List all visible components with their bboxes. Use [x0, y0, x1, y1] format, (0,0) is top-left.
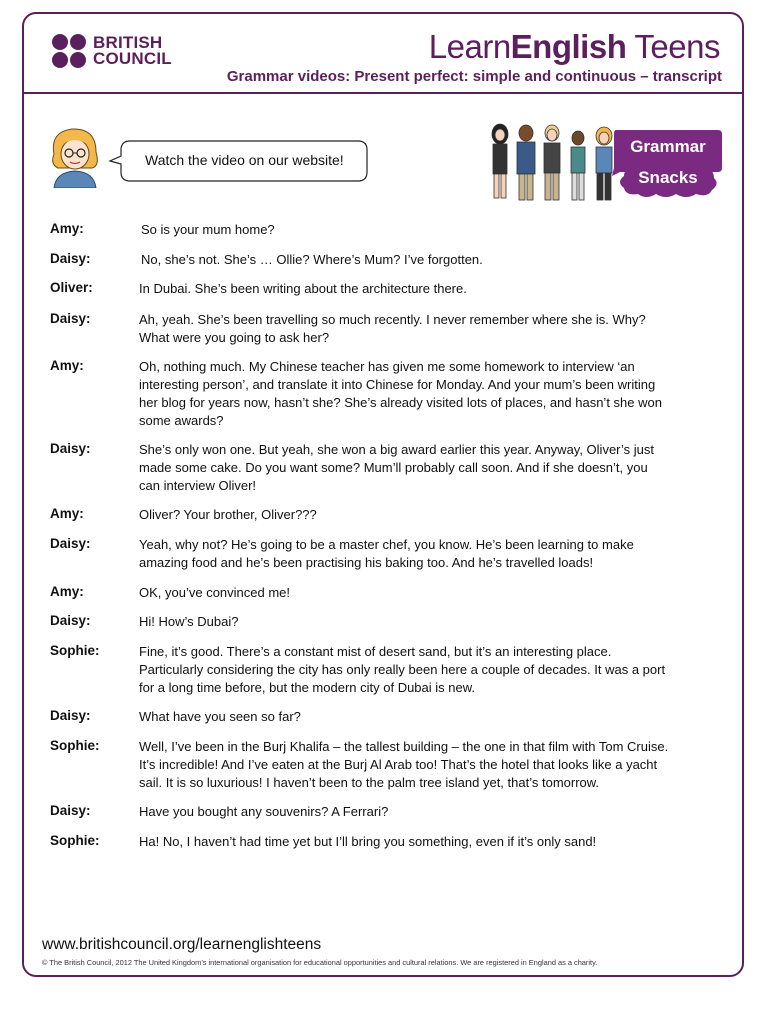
logo-dots-icon — [52, 34, 88, 68]
badge-text-snacks: Snacks — [638, 168, 698, 187]
org-name-line2: COUNCIL — [93, 49, 172, 68]
speaker-label: Amy: — [50, 358, 84, 373]
speaker-label: Daisy: — [50, 441, 91, 456]
characters-illustration — [484, 120, 624, 204]
website-link[interactable]: www.britishcouncil.org/learnenglishteens — [42, 936, 322, 953]
org-name-line1: BRITISH — [93, 33, 163, 52]
speaker-label: Sophie: — [50, 738, 100, 753]
document-subtitle: Grammar videos: Present perfect: simple and continuous – transcript — [226, 68, 722, 85]
speaker-label: Amy: — [50, 584, 84, 599]
learnenglish-teens-logo: LearnEnglish Teens — [428, 28, 720, 65]
copyright-notice: © The British Council, 2012 The United Kingdom’s international organisation for educational opportunities and cultural relations. We are registered in England as a charity. — [42, 958, 598, 967]
speaker-label: Daisy: — [50, 536, 91, 551]
speaker-label: Daisy: — [50, 708, 91, 723]
speaker-label: Amy: — [50, 221, 84, 236]
speaker-label: Daisy: — [50, 311, 91, 326]
badge-text-grammar: Grammar — [630, 137, 706, 156]
speaker-label: Oliver: — [50, 280, 93, 295]
speaker-label: Daisy: — [50, 803, 91, 818]
british-council-logo — [52, 34, 172, 68]
bubble-text: Watch the video on our website! — [145, 152, 344, 168]
speaker-label: Daisy: — [50, 613, 91, 628]
speaker-label: Amy: — [50, 506, 84, 521]
speaker-label: Sophie: — [50, 643, 100, 658]
speaker-label: Daisy: — [50, 251, 91, 266]
amy-avatar-icon — [46, 124, 104, 188]
header-divider — [22, 92, 744, 94]
speaker-label: Sophie: — [50, 833, 100, 848]
